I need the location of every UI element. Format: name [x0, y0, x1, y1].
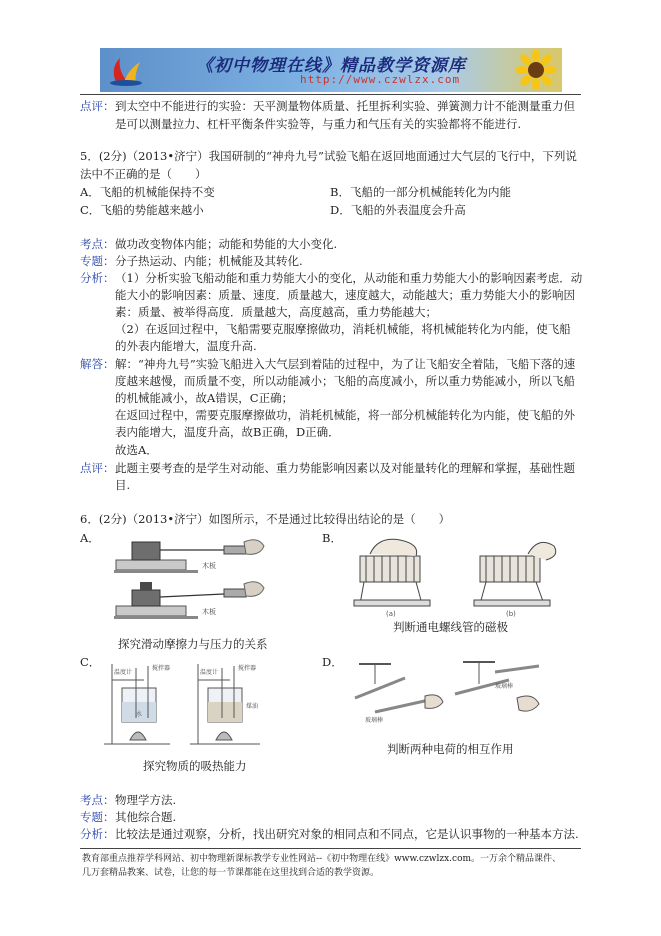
solenoid-figure: [340, 534, 570, 618]
q6-stem: 6．(2分)（2013•济宁）如图所示，不是通过比较得出结论的是（ ）: [80, 512, 451, 526]
q5-dianping-line-1: 此题主要考查的是学生对动能、重力势能影响因素以及对能量转化的理解和掌握，基础性题: [115, 461, 575, 475]
header-banner: [100, 48, 562, 92]
footer-line-1: 教育部重点推荐学科网站、初中物理新课标教学专业性网站--《初中物理在线》www.czwlzx.com。一万余个精品课件、: [82, 854, 562, 864]
q5-stem-line-1: 5．(2分)（2013•济宁）我国研制的“神舟九号”试验飞船在返回地面通过大气层的飞行中，下列说: [80, 149, 577, 163]
q6-option-a-letter: A．: [80, 531, 100, 545]
q5-fenxi-line-3: 素：质量、被举得高度．质量越大，高度越高，重力势能越大；: [115, 305, 437, 319]
svg-text:搅拌器: 搅拌器: [152, 665, 171, 672]
q5-stem-line-2: 法中不正确的是（ ）: [80, 167, 207, 181]
q5-fenxi-line-5: 的外表内能增大，温度升高.: [115, 339, 257, 353]
q5-jieda-label: 解答：: [80, 357, 115, 371]
svg-text:玻璃棒: 玻璃棒: [365, 717, 384, 724]
comment-top-line-1: 到太空中不能进行的实验：天平测量物体质量、托里拆利实验、弹簧测力计不能测量重力但: [115, 99, 575, 113]
q5-jieda-line-4: 在返回过程中，需要克服摩擦做功，消耗机械能，将一部分机械能转化为内能，使飞船的外: [115, 408, 575, 422]
q6-caption-a: 探究滑动摩擦力与压力的关系: [118, 637, 268, 651]
q5-option-b: B．飞船的一部分机械能转化为内能: [330, 185, 511, 199]
q5-jieda-line-5: 表内能增大，温度升高，故B正确，D正确．: [115, 425, 340, 439]
q5-fenxi-line-2: 能大小的影响因素：质量、速度．质量越大，速度越大，动能越大；重力势能大小的影响因: [115, 288, 575, 302]
q5-dianping-label: 点评：: [80, 461, 115, 475]
sunflower-icon: [516, 50, 556, 90]
q5-zhuanti: 分子热运动、内能；机械能及其转化.: [115, 254, 303, 268]
q6-caption-d: 判断两种电荷的相互作用: [387, 742, 514, 756]
banner-url[interactable]: http://www.czwlzx.com: [300, 73, 461, 86]
q5-jieda-line-6: 故选A．: [115, 443, 158, 457]
q5-zhuanti-label: 专题：: [80, 254, 115, 268]
q6-zhuanti: 其他综合题.: [115, 810, 177, 824]
q5-kaodian-label: 考点：: [80, 237, 115, 251]
q6-caption-c: 探究物质的吸热能力: [143, 759, 247, 773]
q6-fenxi-label: 分析：: [80, 827, 115, 841]
svg-text:玻璃棒: 玻璃棒: [495, 683, 514, 690]
svg-text:水: 水: [136, 711, 143, 718]
q6-option-d-letter: D．: [322, 655, 343, 669]
q5-kaodian: 做功改变物体内能；动能和势能的大小变化.: [115, 237, 338, 251]
header-divider: [80, 94, 581, 95]
svg-text:搅拌器: 搅拌器: [238, 665, 257, 672]
q5-fenxi-label: 分析：: [80, 271, 115, 285]
heating-apparatus-figure: [100, 660, 270, 752]
q6-kaodian: 物理学方法.: [115, 793, 177, 807]
footer-divider: [80, 848, 581, 849]
svg-text:木板: 木板: [202, 562, 216, 570]
svg-text:(b): (b): [506, 610, 516, 618]
friction-apparatus-figure: [112, 534, 272, 630]
q5-option-c: C．飞船的势能越来越小: [80, 203, 204, 217]
q6-kaodian-label: 考点：: [80, 793, 115, 807]
q6-caption-b: 判断通电螺线管的磁极: [393, 620, 508, 634]
comment-top-label: 点评：: [80, 99, 115, 113]
q5-option-a: A．飞船的机械能保持不变: [80, 185, 215, 199]
q5-dianping-line-2: 目.: [115, 478, 131, 492]
q6-zhuanti-label: 专题：: [80, 810, 115, 824]
svg-text:(a): (a): [386, 610, 396, 618]
charges-figure: [345, 658, 555, 738]
comment-top-line-2: 是可以测量拉力、杠杆平衡条件实验等，与重力和气压有关的实验都将不能进行.: [115, 117, 522, 131]
q5-fenxi-line-4: （2）在返回过程中，飞船需要克服摩擦做功，消耗机械能，将机械能转化为内能，使飞船: [115, 322, 571, 336]
svg-text:木板: 木板: [202, 608, 216, 616]
site-logo-icon: [106, 52, 146, 88]
svg-text:温度计: 温度计: [114, 669, 133, 676]
q6-option-c-letter: C．: [80, 655, 101, 669]
svg-text:温度计: 温度计: [200, 669, 219, 676]
q5-jieda-line-2: 度越来越慢，而质量不变，所以动能减小；飞船的高度减小，所以重力势能减小，所以飞船: [115, 374, 575, 388]
q5-jieda-line-1: 解：“神舟九号”实验飞船进入大气层到着陆的过程中，为了让飞船安全着陆，飞船下落的速: [115, 357, 576, 371]
q5-jieda-line-3: 的机械能减小，故A错误，C正确；: [115, 391, 294, 405]
q5-option-d: D．飞船的外表温度会升高: [330, 203, 466, 217]
q6-fenxi: 比较法是通过观察，分析，找出研究对象的相同点和不同点，它是认识事物的一种基本方法.: [115, 827, 579, 841]
q5-fenxi-line-1: （1）分析实验飞船动能和重力势能大小的变化，从动能和重力势能大小的影响因素考虑．动: [115, 271, 583, 285]
banner-title: 《初中物理在线》精品教学资源库: [196, 56, 466, 76]
svg-text:煤油: 煤油: [246, 703, 259, 710]
footer-line-2: 几万套精品教案、试卷，让您的每一节课都能在这里找到合适的教学资源。: [82, 868, 380, 878]
q6-option-b-letter: B．: [322, 531, 342, 545]
